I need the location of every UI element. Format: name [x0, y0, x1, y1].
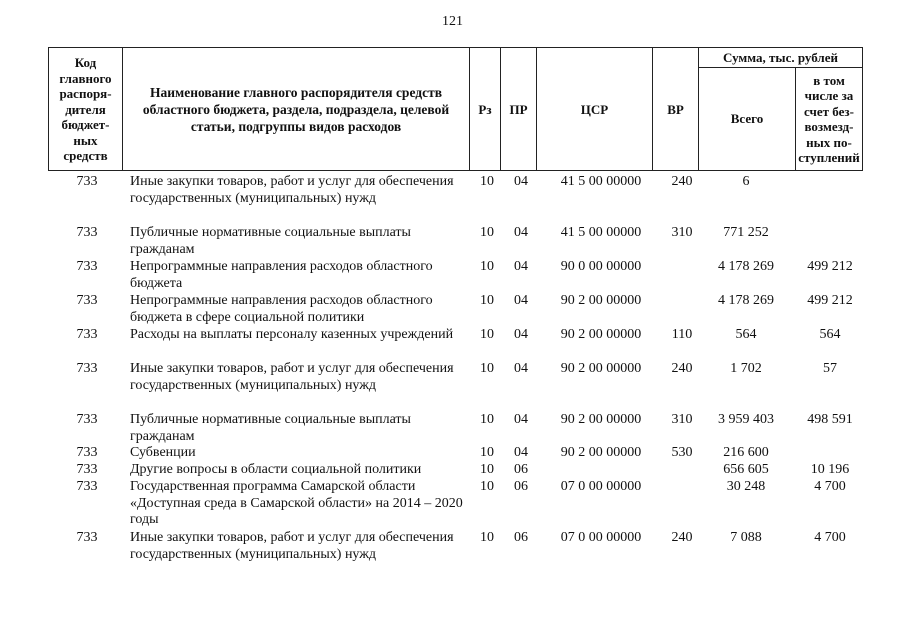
- cell-total: 564: [735, 327, 757, 342]
- header-free: в том числе за счет без-возмезд-ных по-ступлений: [798, 72, 860, 165]
- header-csr: ЦСР: [580, 101, 609, 117]
- cell-code: 733: [76, 293, 98, 308]
- cell-rz: 10: [480, 530, 494, 545]
- cell-total: 1 702: [730, 361, 762, 376]
- cell-name: Иные закупки товаров, работ и услуг для обеспечения государственных (муниципальных) нужд: [130, 530, 454, 562]
- cell-free: 57: [823, 361, 837, 376]
- cell-pr: 06: [514, 530, 528, 545]
- cell-name: Государственная программа Самарской области «Доступная среда в Самарской области» на 2014 – 2020 годы: [130, 479, 463, 527]
- cell-code: 733: [76, 225, 98, 240]
- header-name: Наименование главного распорядителя средств областного бюджета, раздела, подраздела, целевой статьи, подгруппы видов расходов: [142, 85, 450, 134]
- cell-code: 733: [76, 462, 98, 477]
- cell-csr: 41 5 00 00000: [560, 174, 642, 189]
- cell-vr: 240: [671, 361, 693, 376]
- table-row: [48, 359, 862, 410]
- cell-pr: 04: [514, 225, 528, 240]
- cell-name: Расходы на выплаты персоналу казенных учреждений: [130, 327, 454, 342]
- cell-free: 499 212: [807, 259, 853, 274]
- table-row: [48, 325, 862, 359]
- cell-csr: 90 2 00 00000: [560, 361, 642, 376]
- table-row: [48, 477, 862, 528]
- cell-name: Субвенции: [130, 445, 196, 460]
- cell-vr: 530: [671, 445, 693, 460]
- cell-pr: 04: [514, 445, 528, 460]
- cell-csr: 90 2 00 00000: [560, 327, 642, 342]
- cell-free: 10 196: [810, 462, 850, 477]
- cell-name: Публичные нормативные социальные выплаты гражданам: [130, 225, 411, 257]
- cell-rz: 10: [480, 293, 494, 308]
- cell-pr: 04: [514, 412, 528, 427]
- cell-free: 499 212: [807, 293, 853, 308]
- cell-code: 733: [76, 530, 98, 545]
- cell-name: Непрограммные направления расходов областного бюджета в сфере социальной политики: [130, 293, 433, 325]
- cell-name: Другие вопросы в области социальной политики: [130, 462, 422, 477]
- cell-rz: 10: [480, 445, 494, 460]
- header-code: Код главного распоря-дителя бюджет-ных средств: [59, 55, 112, 164]
- cell-free: 4 700: [814, 479, 846, 494]
- cell-total: 771 252: [723, 225, 769, 240]
- cell-free: 564: [819, 327, 841, 342]
- cell-pr: 06: [514, 479, 528, 494]
- cell-rz: 10: [480, 225, 494, 240]
- header-divider: [48, 47, 49, 171]
- cell-pr: 04: [514, 174, 528, 189]
- cell-rz: 10: [480, 327, 494, 342]
- cell-rz: 10: [480, 259, 494, 274]
- cell-total: 656 605: [723, 462, 769, 477]
- cell-csr: 07 0 00 00000: [560, 479, 642, 494]
- header-vr: ВР: [667, 101, 684, 117]
- cell-total: 4 178 269: [718, 259, 774, 274]
- cell-code: 733: [76, 445, 98, 460]
- cell-pr: 06: [514, 462, 528, 477]
- table-body: [48, 172, 862, 579]
- cell-pr: 04: [514, 327, 528, 342]
- cell-code: 733: [76, 174, 98, 189]
- cell-name: Иные закупки товаров, работ и услуг для обеспечения государственных (муниципальных) нужд: [130, 361, 454, 393]
- table-row: [48, 291, 862, 325]
- cell-code: 733: [76, 412, 98, 427]
- header-sum: Сумма, тыс. рублей: [723, 49, 838, 65]
- cell-code: 733: [76, 361, 98, 376]
- cell-csr: 90 2 00 00000: [560, 445, 642, 460]
- cell-vr: 310: [671, 412, 693, 427]
- table-row: [48, 410, 862, 443]
- cell-rz: 10: [480, 479, 494, 494]
- cell-pr: 04: [514, 293, 528, 308]
- cell-free: 498 591: [807, 412, 853, 427]
- table-row: [48, 460, 862, 477]
- table-row: [48, 528, 862, 579]
- cell-rz: 10: [480, 174, 494, 189]
- cell-csr: 41 5 00 00000: [560, 225, 642, 240]
- cell-total: 6: [742, 174, 750, 189]
- header-total: Всего: [730, 111, 764, 127]
- cell-name: Иные закупки товаров, работ и услуг для обеспечения государственных (муниципальных) нужд: [130, 174, 454, 206]
- cell-code: 733: [76, 327, 98, 342]
- cell-free: 4 700: [814, 530, 846, 545]
- cell-pr: 04: [514, 361, 528, 376]
- cell-name: Непрограммные направления расходов областного бюджета: [130, 259, 433, 291]
- cell-csr: 07 0 00 00000: [560, 530, 642, 545]
- cell-rz: 10: [480, 462, 494, 477]
- header-pr: ПР: [509, 101, 528, 117]
- cell-csr: 90 2 00 00000: [560, 412, 642, 427]
- table-row: [48, 257, 862, 291]
- cell-vr: 240: [671, 174, 693, 189]
- header-divider: [862, 47, 863, 171]
- cell-vr: 110: [671, 327, 693, 342]
- cell-csr: 90 2 00 00000: [560, 293, 642, 308]
- cell-pr: 04: [514, 259, 528, 274]
- header-rz: Рз: [478, 101, 492, 117]
- cell-total: 30 248: [726, 479, 766, 494]
- cell-code: 733: [76, 259, 98, 274]
- cell-vr: 240: [671, 530, 693, 545]
- page-number: 121: [442, 14, 463, 29]
- table-row: [48, 172, 862, 223]
- cell-csr: 90 0 00 00000: [560, 259, 642, 274]
- header-bottom-border: [48, 170, 863, 171]
- cell-total: 3 959 403: [718, 412, 774, 427]
- cell-total: 216 600: [723, 445, 769, 460]
- table-row: [48, 223, 862, 257]
- cell-rz: 10: [480, 412, 494, 427]
- cell-total: 7 088: [730, 530, 762, 545]
- cell-name: Публичные нормативные социальные выплаты гражданам: [130, 412, 411, 444]
- table-row: [48, 443, 862, 460]
- cell-total: 4 178 269: [718, 293, 774, 308]
- header-divider: [122, 47, 123, 171]
- cell-vr: 310: [671, 225, 693, 240]
- cell-code: 733: [76, 479, 98, 494]
- cell-rz: 10: [480, 361, 494, 376]
